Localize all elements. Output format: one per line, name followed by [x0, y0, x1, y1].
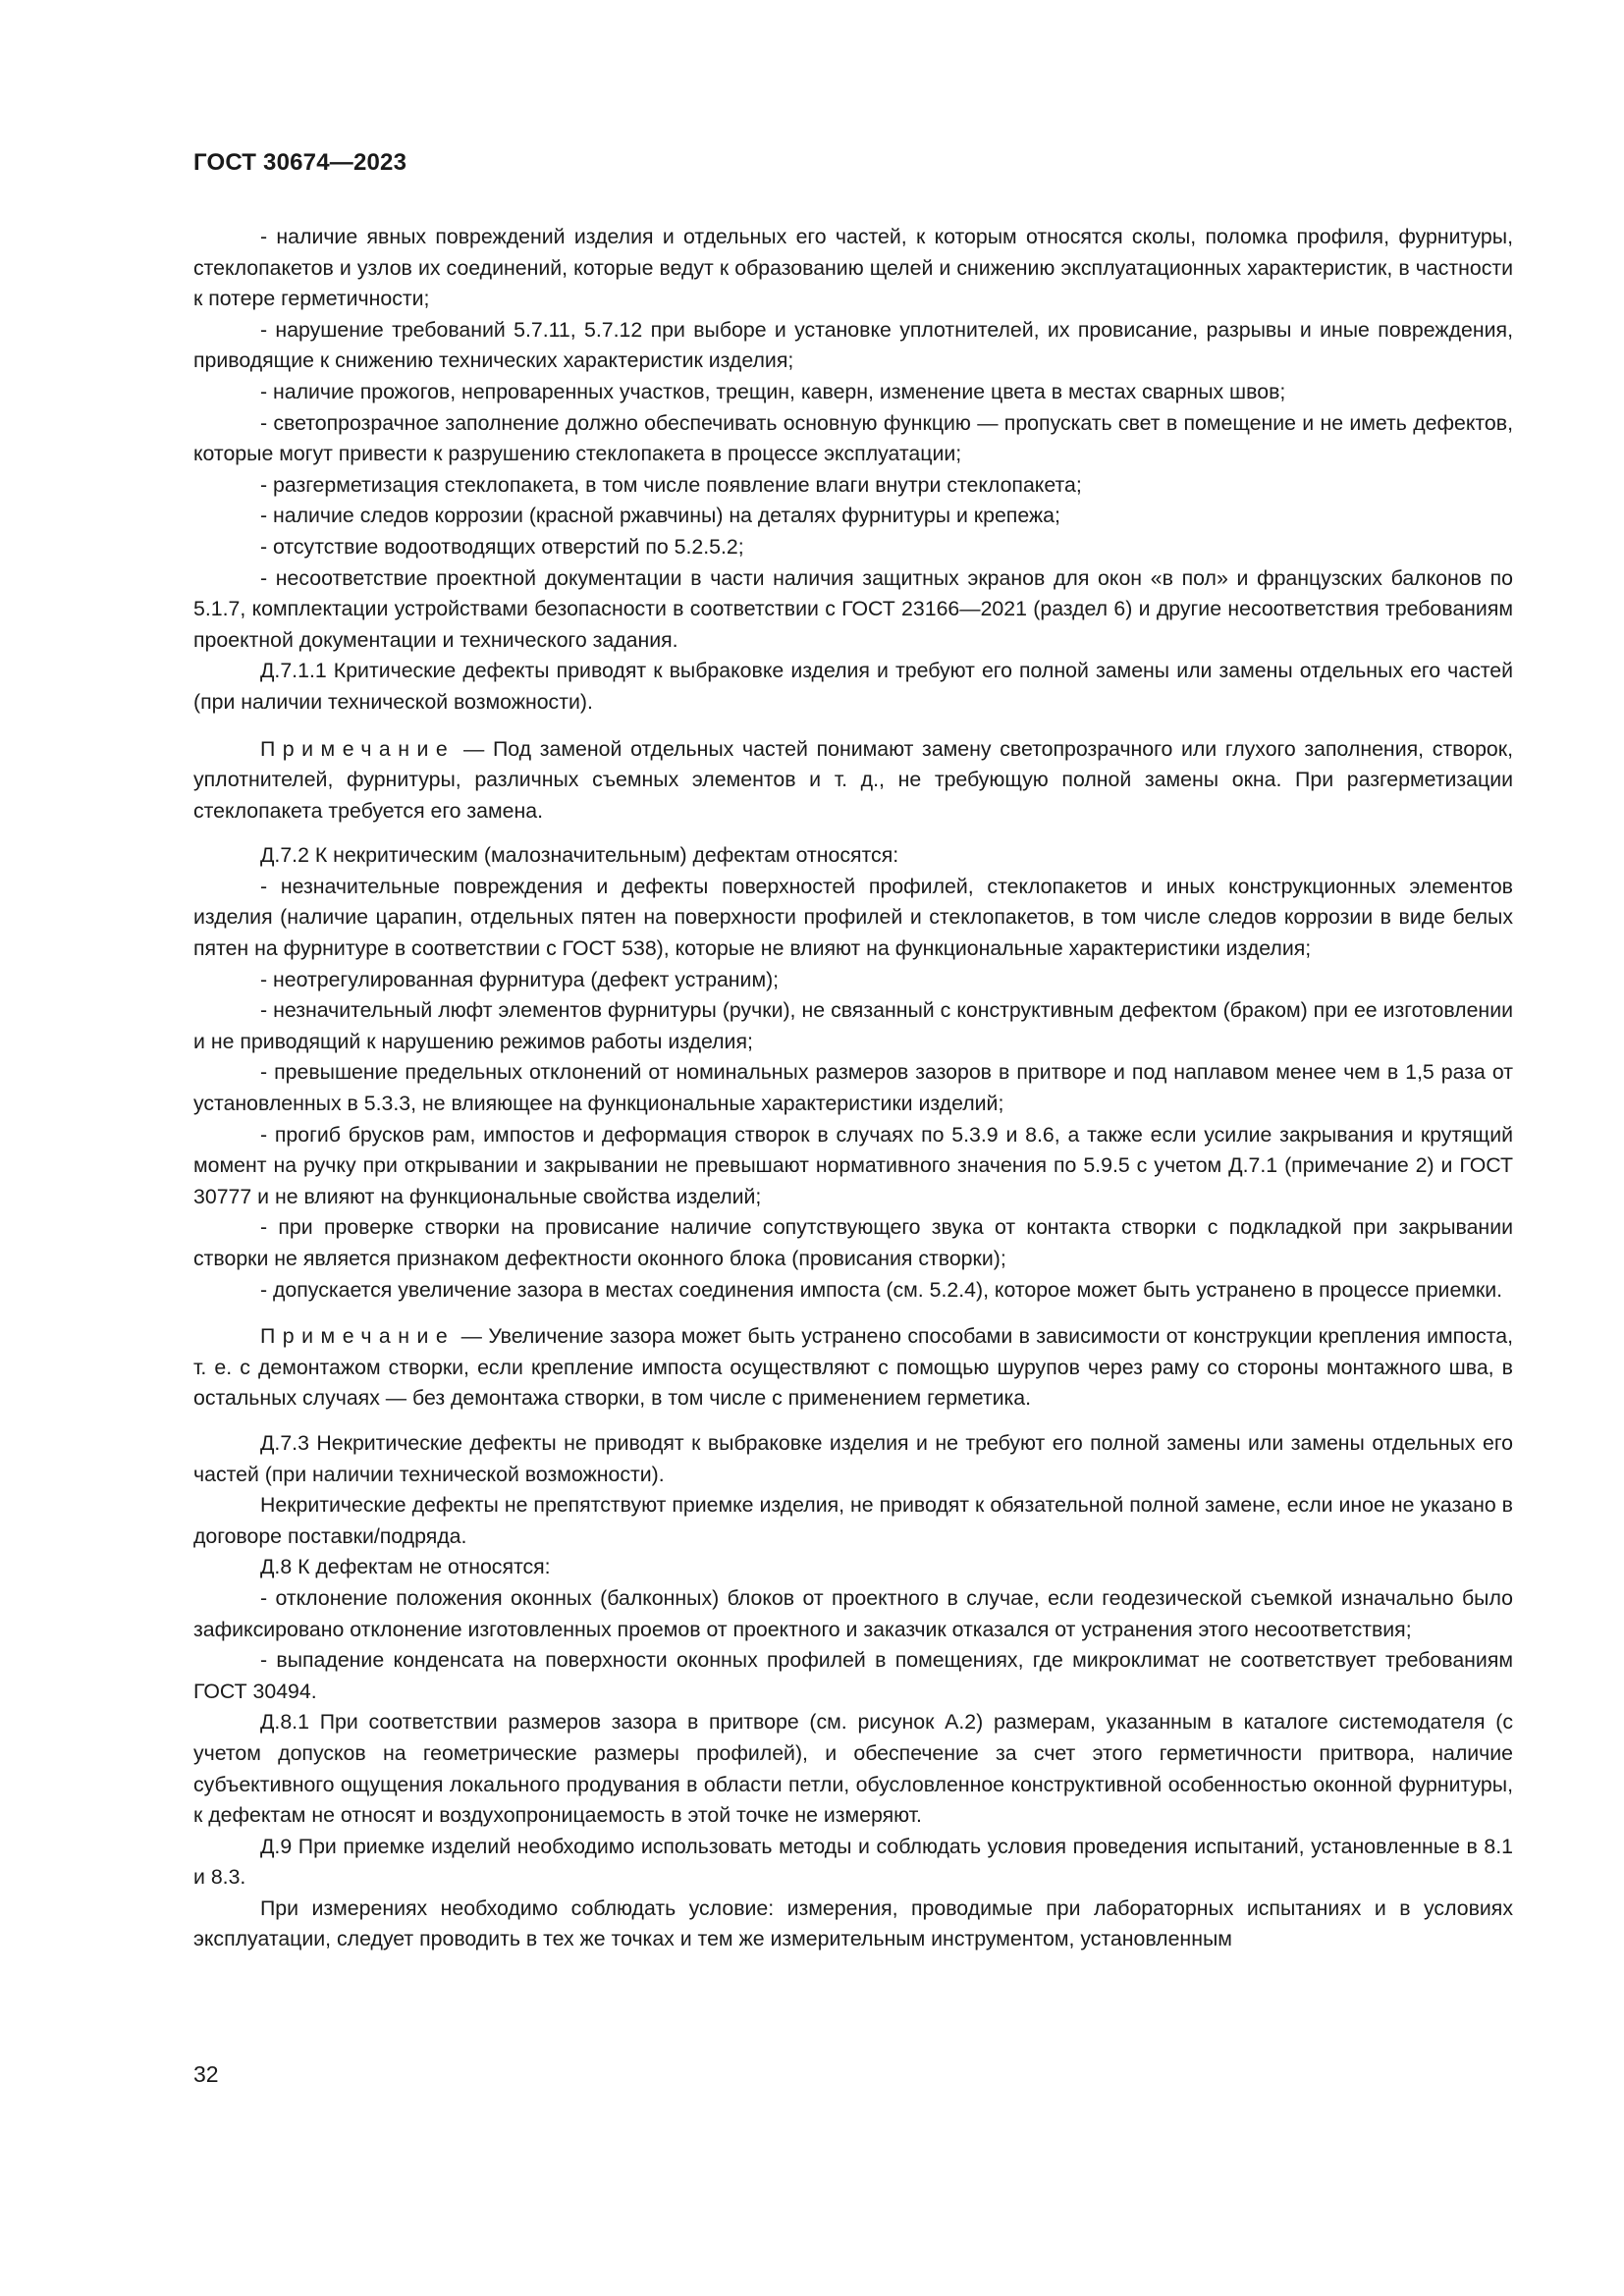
- paragraph: Д.7.3 Некритические дефекты не приводят к выбраковке изделия и не требуют его полной замены или замены отдельных его частей (при наличии технической возможности).: [193, 1430, 1513, 1486]
- paragraph: - нарушение требований 5.7.11, 5.7.12 при выборе и установке уплотнителей, их провисание, разрывы и иные повреждения, приводящие к снижению технических характеристик изделия;: [193, 317, 1513, 373]
- paragraph: При измерениях необходимо соблюдать условие: измерения, проводимые при лабораторных испытаниях и в условиях эксплуатации, следует проводить в тех же точках и тем же измерительным инструментом, установленным: [193, 1896, 1513, 1951]
- note-text: — Увеличение зазора может быть устранено способами в зависимости от конструкции крепления импоста, т. е. с демонтажом створки, если крепление импоста осуществляют с помощью шурупов через раму со стороны монтажного шва, в остальных случаях — без демонтажа створки, в том числе с применением герметика.: [193, 1324, 1513, 1411]
- note: [193, 1321, 1513, 1415]
- paragraph: - превышение предельных отклонений от номинальных размеров зазоров в притворе и под наплавом менее чем в 1,5 раза от установленных в 5.3.3, не влияющее на функциональные характеристики изделий;: [193, 1060, 1513, 1116]
- paragraph: Д.7.1.1 Критические дефекты приводят к выбраковке изделия и требуют его полной замены или замены отдельных его частей (при наличии технической возможности).: [193, 659, 1513, 714]
- note-text: — Под заменой отдельных частей понимают замену светопрозрачного или глухого заполнения, створок, уплотнителей, фурнитуры, различных съемных элементов и т. д., не требующую полной замены окна. При разгерметизации стеклопакета требуется его замена.: [193, 736, 1513, 823]
- paragraph: - наличие прожогов, непроваренных участков, трещин, каверн, изменение цвета в местах сварных швов;: [260, 379, 1286, 403]
- document-header: ГОСТ 30674—2023: [193, 149, 407, 176]
- paragraph: Д.8.1 При соответствии размеров зазора в притворе (см. рисунок А.2) размерам, указанным в каталоге системодателя (с учетом допусков на геометрические размеры профилей), и обеспечение за счет этого герметичности притвора, наличие субъективного ощущения локального продувания в области петли, обусловленное конструктивной особенностью оконной фурнитуры, к дефектам не относят и воздухопроницаемость в этой точке не измеряют.: [193, 1710, 1513, 1828]
- paragraph: Д.7.2 К некритическим (малозначительным) дефектам относятся:: [260, 843, 899, 868]
- paragraph: - отсутствие водоотводящих отверстий по 5.2.5.2;: [260, 534, 744, 559]
- paragraph: Д.8 К дефектам не относятся:: [260, 1555, 551, 1579]
- document-body: [193, 222, 1513, 1955]
- paragraph: - наличие следов коррозии (красной ржавчины) на деталях фурнитуры и крепежа;: [260, 504, 1060, 528]
- paragraph: - наличие явных повреждений изделия и отдельных его частей, к которым относятся сколы, поломка профиля, фурнитуры, стеклопакетов и узлов их соединений, которые ведут к образованию щелей и снижению эксплуатационных характеристик, в частности к потере герметичности;: [193, 225, 1513, 311]
- paragraph: - при проверке створки на провисание наличие сопутствующего звука от контакта створки с подкладкой при закрывании створки не является признаком дефектности оконного блока (провисания створки);: [193, 1215, 1513, 1270]
- paragraph: - прогиб брусков рам, импостов и деформация створок в случаях по 5.3.9 и 8.6, а также если усилие закрывания и крутящий момент на ручку при открывании и закрывании не превышают нормативного значения по 5.9.5 с учетом Д.7.1 (примечание 2) и ГОСТ 30777 и не влияют на функциональные свойства изделий;: [193, 1122, 1513, 1208]
- paragraph: - незначительные повреждения и дефекты поверхностей профилей, стеклопакетов и иных конструкционных элементов изделия (наличие царапин, отдельных пятен на поверхности профилей и стеклопакетов, в том числе следов коррозии в виде белых пятен на фурнитуре в соответствии с ГОСТ 538), которые не влияют на функциональные характеристики изделия;: [193, 874, 1513, 961]
- paragraph: Некритические дефекты не препятствуют приемке изделия, не приводят к обязательной полной замене, если иное не указано в договоре поставки/подряда.: [193, 1493, 1513, 1548]
- note: [193, 734, 1513, 828]
- paragraph: - несоответствие проектной документации в части наличия защитных экранов для окон «в пол» и французских балконов по 5.1.7, комплектации устройствами безопасности в соответствии с ГОСТ 23166—2021 (раздел 6) и другие несоответствия требованиям проектной документации и технического задания.: [193, 565, 1513, 652]
- note-label: Примечание: [260, 736, 456, 761]
- paragraph: - незначительный люфт элементов фурнитуры (ручки), не связанный с конструктивным дефектом (браком) при ее изготовлении и не приводящий к нарушению режимов работы изделия;: [193, 998, 1513, 1053]
- paragraph: - светопрозрачное заполнение должно обеспечивать основную функцию — пропускать свет в помещение и не иметь дефектов, которые могут привести к разрушению стеклопакета в процессе эксплуатации;: [193, 410, 1513, 466]
- paragraph: - разгерметизация стеклопакета, в том числе появление влаги внутри стеклопакета;: [260, 472, 1082, 497]
- paragraph: Д.9 При приемке изделий необходимо использовать методы и соблюдать условия проведения испытаний, установленные в 8.1 и 8.3.: [193, 1834, 1513, 1890]
- page-number: 32: [193, 2061, 219, 2087]
- paragraph: - отклонение положения оконных (балконных) блоков от проектного в случае, если геодезической съемкой изначально было зафиксировано отклонение изготовленных проемов от проектного и заказчик отказался от устранения этого несоответствия;: [193, 1585, 1513, 1641]
- note-label: Примечание: [260, 1324, 456, 1349]
- paragraph: - неотрегулированная фурнитура (дефект устраним);: [260, 967, 780, 991]
- paragraph: - допускается увеличение зазора в местах соединения импоста (см. 5.2.4), которое может быть устранено в процессе приемки.: [260, 1277, 1503, 1302]
- paragraph: - выпадение конденсата на поверхности оконных профилей в помещениях, где микроклимат не соответствует требованиям ГОСТ 30494.: [193, 1648, 1513, 1703]
